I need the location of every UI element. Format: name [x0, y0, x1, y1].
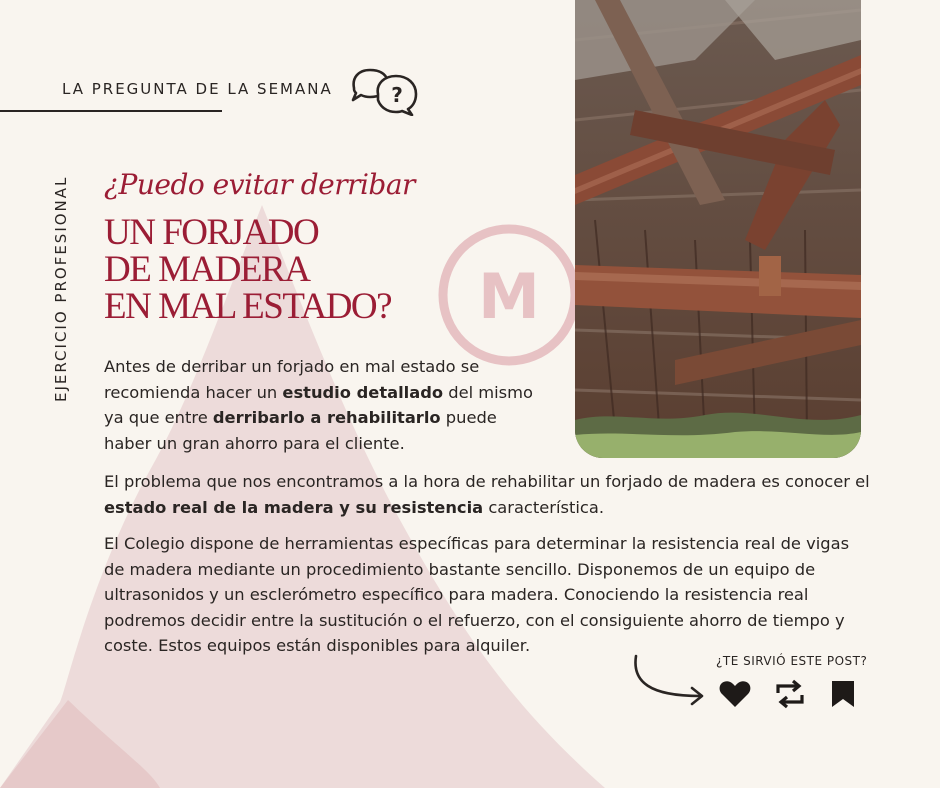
paragraph-solution — [104, 531, 874, 659]
title-line: UN FORJADO — [104, 212, 319, 253]
title-line: DE MADERA — [104, 249, 310, 290]
header-label: LA PREGUNTA DE LA SEMANA — [62, 80, 333, 98]
logo-letter: M — [478, 260, 540, 333]
chat-question-icon — [348, 64, 420, 116]
header-divider — [0, 110, 222, 112]
paragraph-solution-text: El Colegio dispone de herramientas específicas para determinar la resistencia real de vigas de madera mediante un procedimiento bastante sencillo. Disponemos de un equipo de ultrasonidos y un esclerómetro específico para madera. Conociendo la resistencia real podremos decidir entre la sustitución o el refuerzo, con el consiguiente ahorro de tiempo y coste. Estos equipos están disponibles para alquiler. — [104, 534, 850, 655]
curved-arrow-icon — [630, 652, 710, 712]
bookmark-icon[interactable] — [826, 679, 860, 709]
paragraph-problem-text: El problema que nos encontramos a la hora de rehabilitar un forjado de madera es conocer el estado real de la madera y su resistencia característica. — [104, 472, 870, 517]
title-main — [104, 214, 404, 325]
paragraph-problem — [104, 469, 874, 520]
section-vertical-label: EJERCICIO PROFESIONAL — [52, 175, 70, 402]
repost-icon[interactable] — [773, 679, 807, 709]
wooden-ceiling-photo — [575, 0, 861, 458]
title-script-line: ¿Puedo evitar derribar — [104, 168, 415, 201]
paragraph-intro-text: Antes de derribar un forjado en mal estado se recomienda hacer un estudio detallado del mismo ya que entre derribarlo a rehabilitarlo puede haber un gran ahorro para el cliente. — [104, 357, 533, 453]
svg-text:?: ? — [391, 83, 403, 107]
paragraph-intro — [104, 354, 544, 456]
title-line: EN MAL ESTADO? — [104, 286, 392, 327]
logo-watermark — [436, 222, 582, 368]
heart-icon[interactable] — [718, 679, 752, 709]
feedback-question: ¿TE SIRVIÓ ESTE POST? — [716, 654, 868, 668]
